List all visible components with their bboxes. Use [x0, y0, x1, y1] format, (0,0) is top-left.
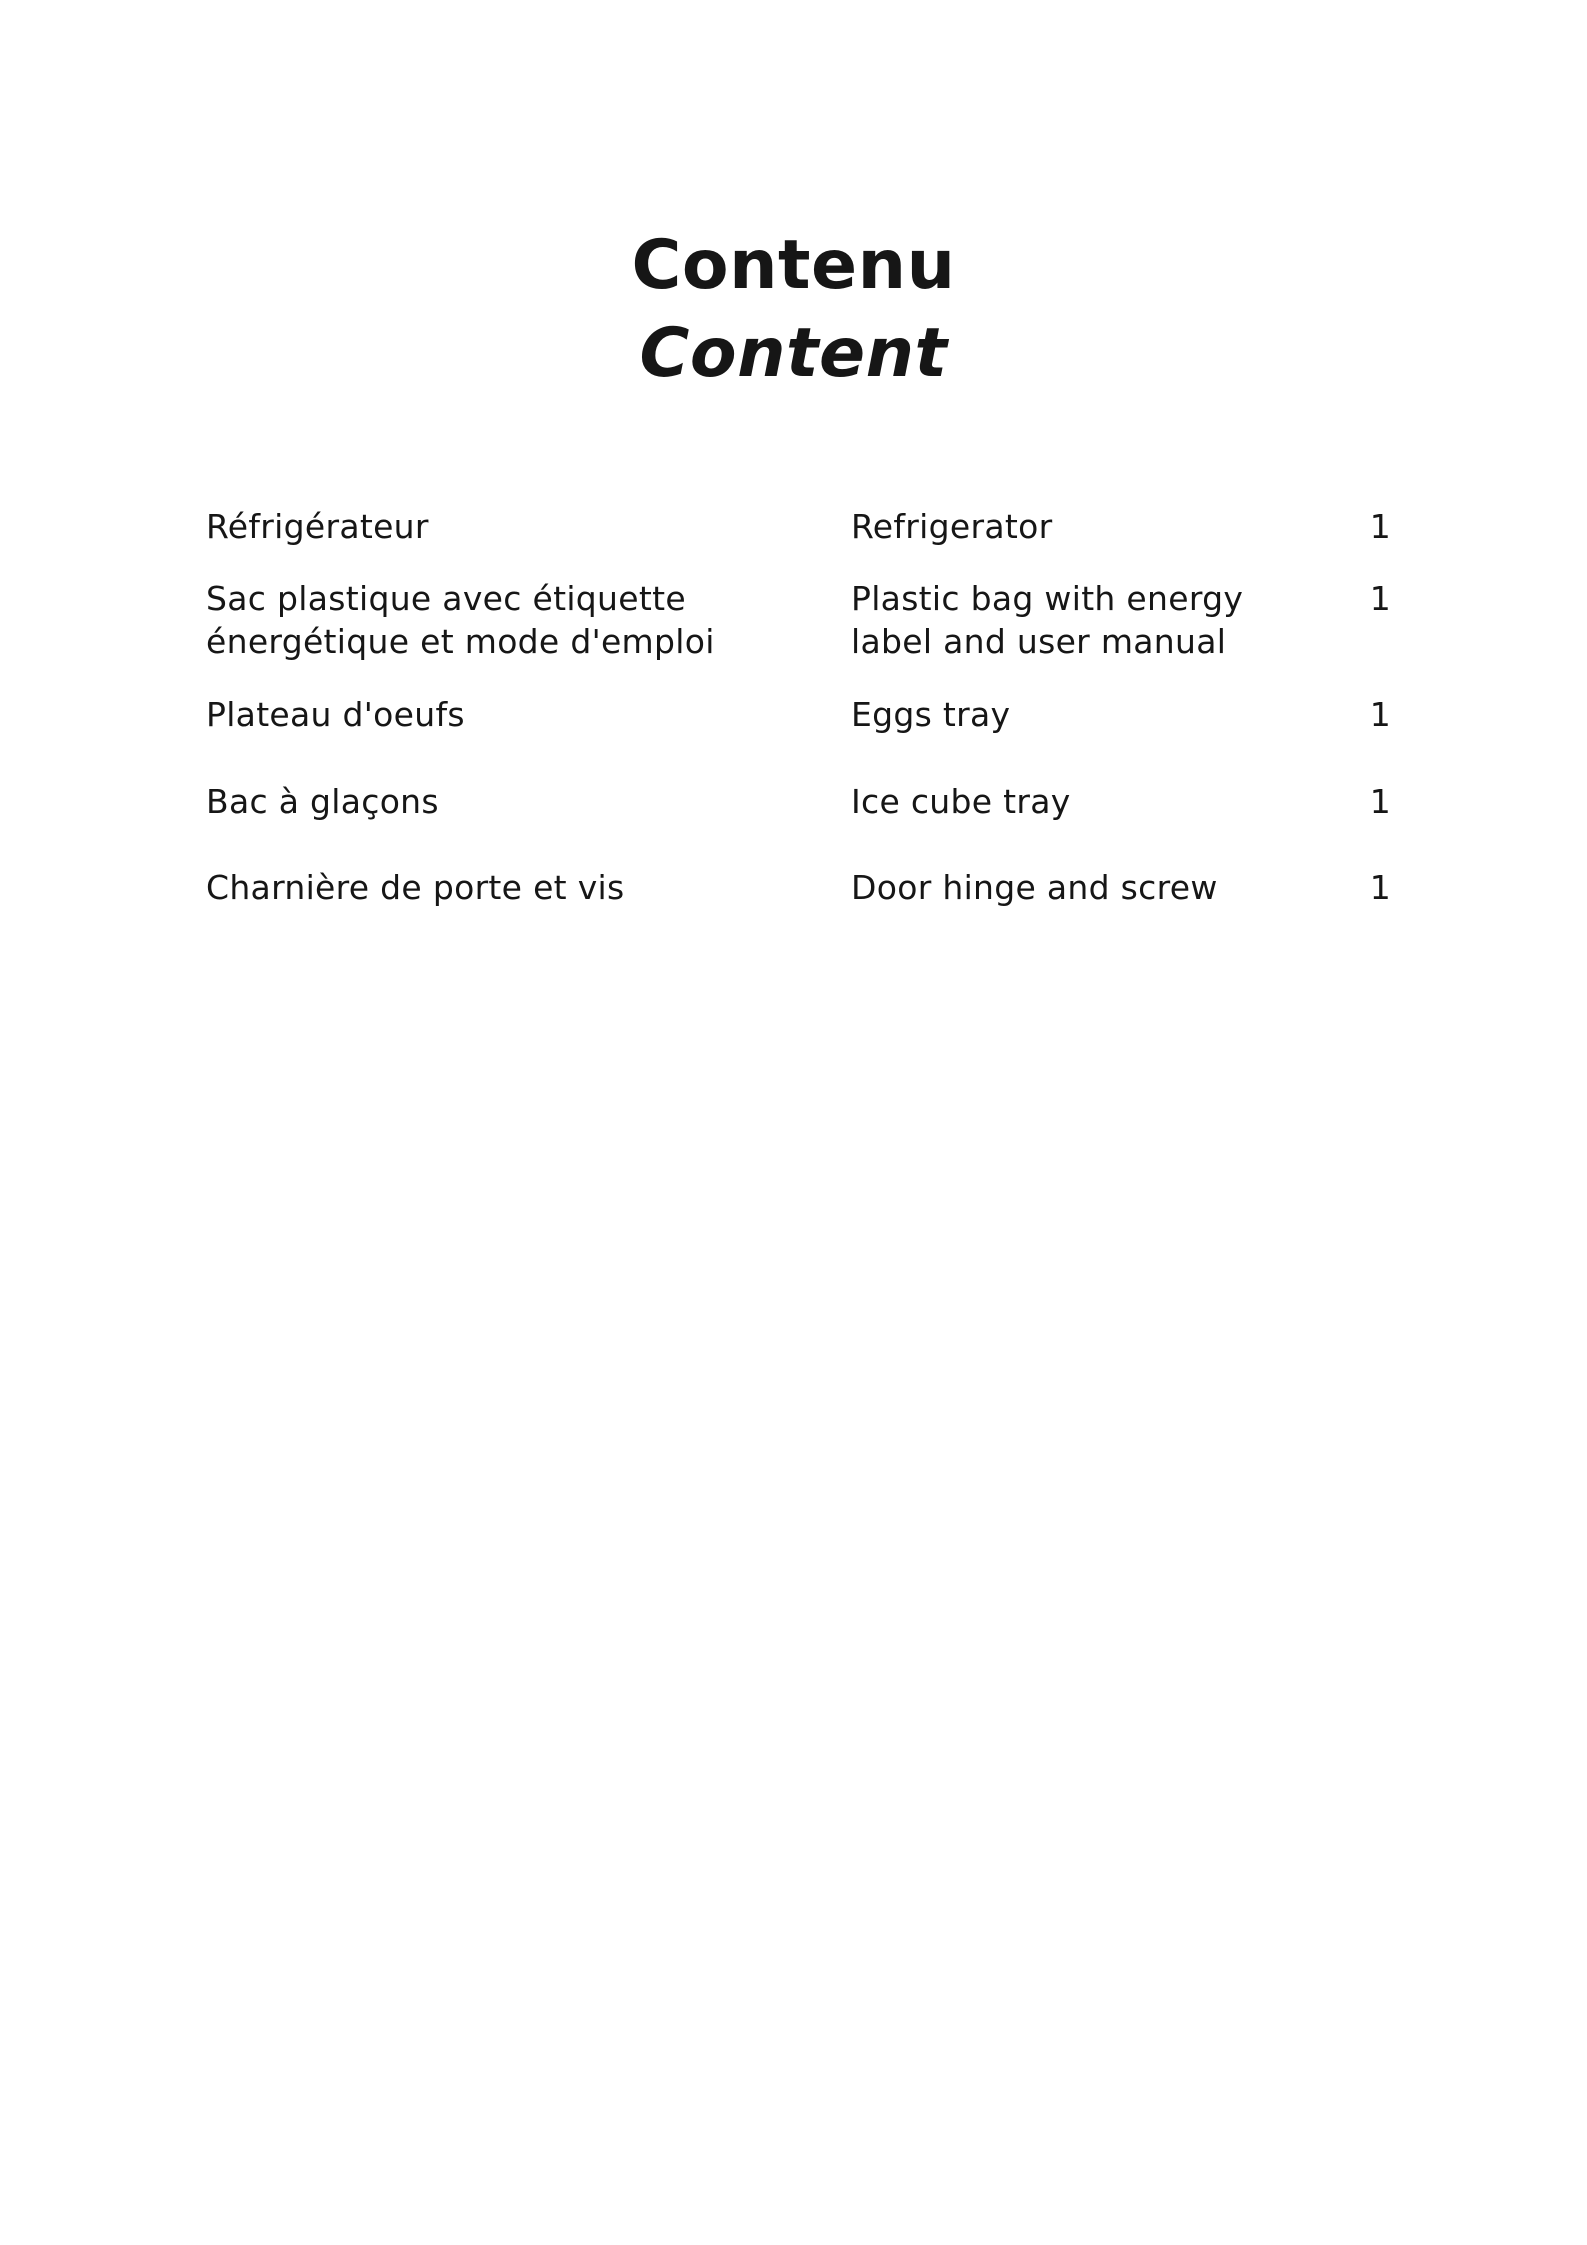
- item-name-french: Charnière de porte et vis: [206, 868, 625, 907]
- item-name-english: Door hinge and screw: [851, 868, 1218, 907]
- item-name-french: Réfrigérateur: [206, 507, 429, 546]
- item-quantity: 1: [1369, 868, 1391, 907]
- item-quantity: 1: [1369, 782, 1391, 821]
- contents-row: [206, 505, 1391, 548]
- item-quantity: 1: [1369, 695, 1391, 734]
- item-name-english: Refrigerator: [851, 507, 1053, 546]
- item-name-french: Sac plastique avec étiquette énergétique et mode d'emploi: [206, 579, 715, 661]
- contents-row: [206, 780, 1391, 823]
- item-name-french: Plateau d'oeufs: [206, 695, 465, 734]
- item-quantity: 1: [1369, 579, 1391, 618]
- item-name-english: Plastic bag with energy label and user manual: [851, 579, 1244, 661]
- title-block: [0, 222, 1587, 398]
- page-title-french: Contenu: [631, 226, 956, 305]
- contents-row: [206, 577, 1391, 663]
- contents-row: [206, 866, 1391, 909]
- contents-list: [206, 505, 1391, 909]
- page-title-english: Content: [639, 314, 948, 393]
- item-name-english: Ice cube tray: [851, 782, 1071, 821]
- item-name-french: Bac à glaçons: [206, 782, 439, 821]
- contents-row: [206, 693, 1391, 736]
- item-name-english: Eggs tray: [851, 695, 1011, 734]
- item-quantity: 1: [1369, 507, 1391, 546]
